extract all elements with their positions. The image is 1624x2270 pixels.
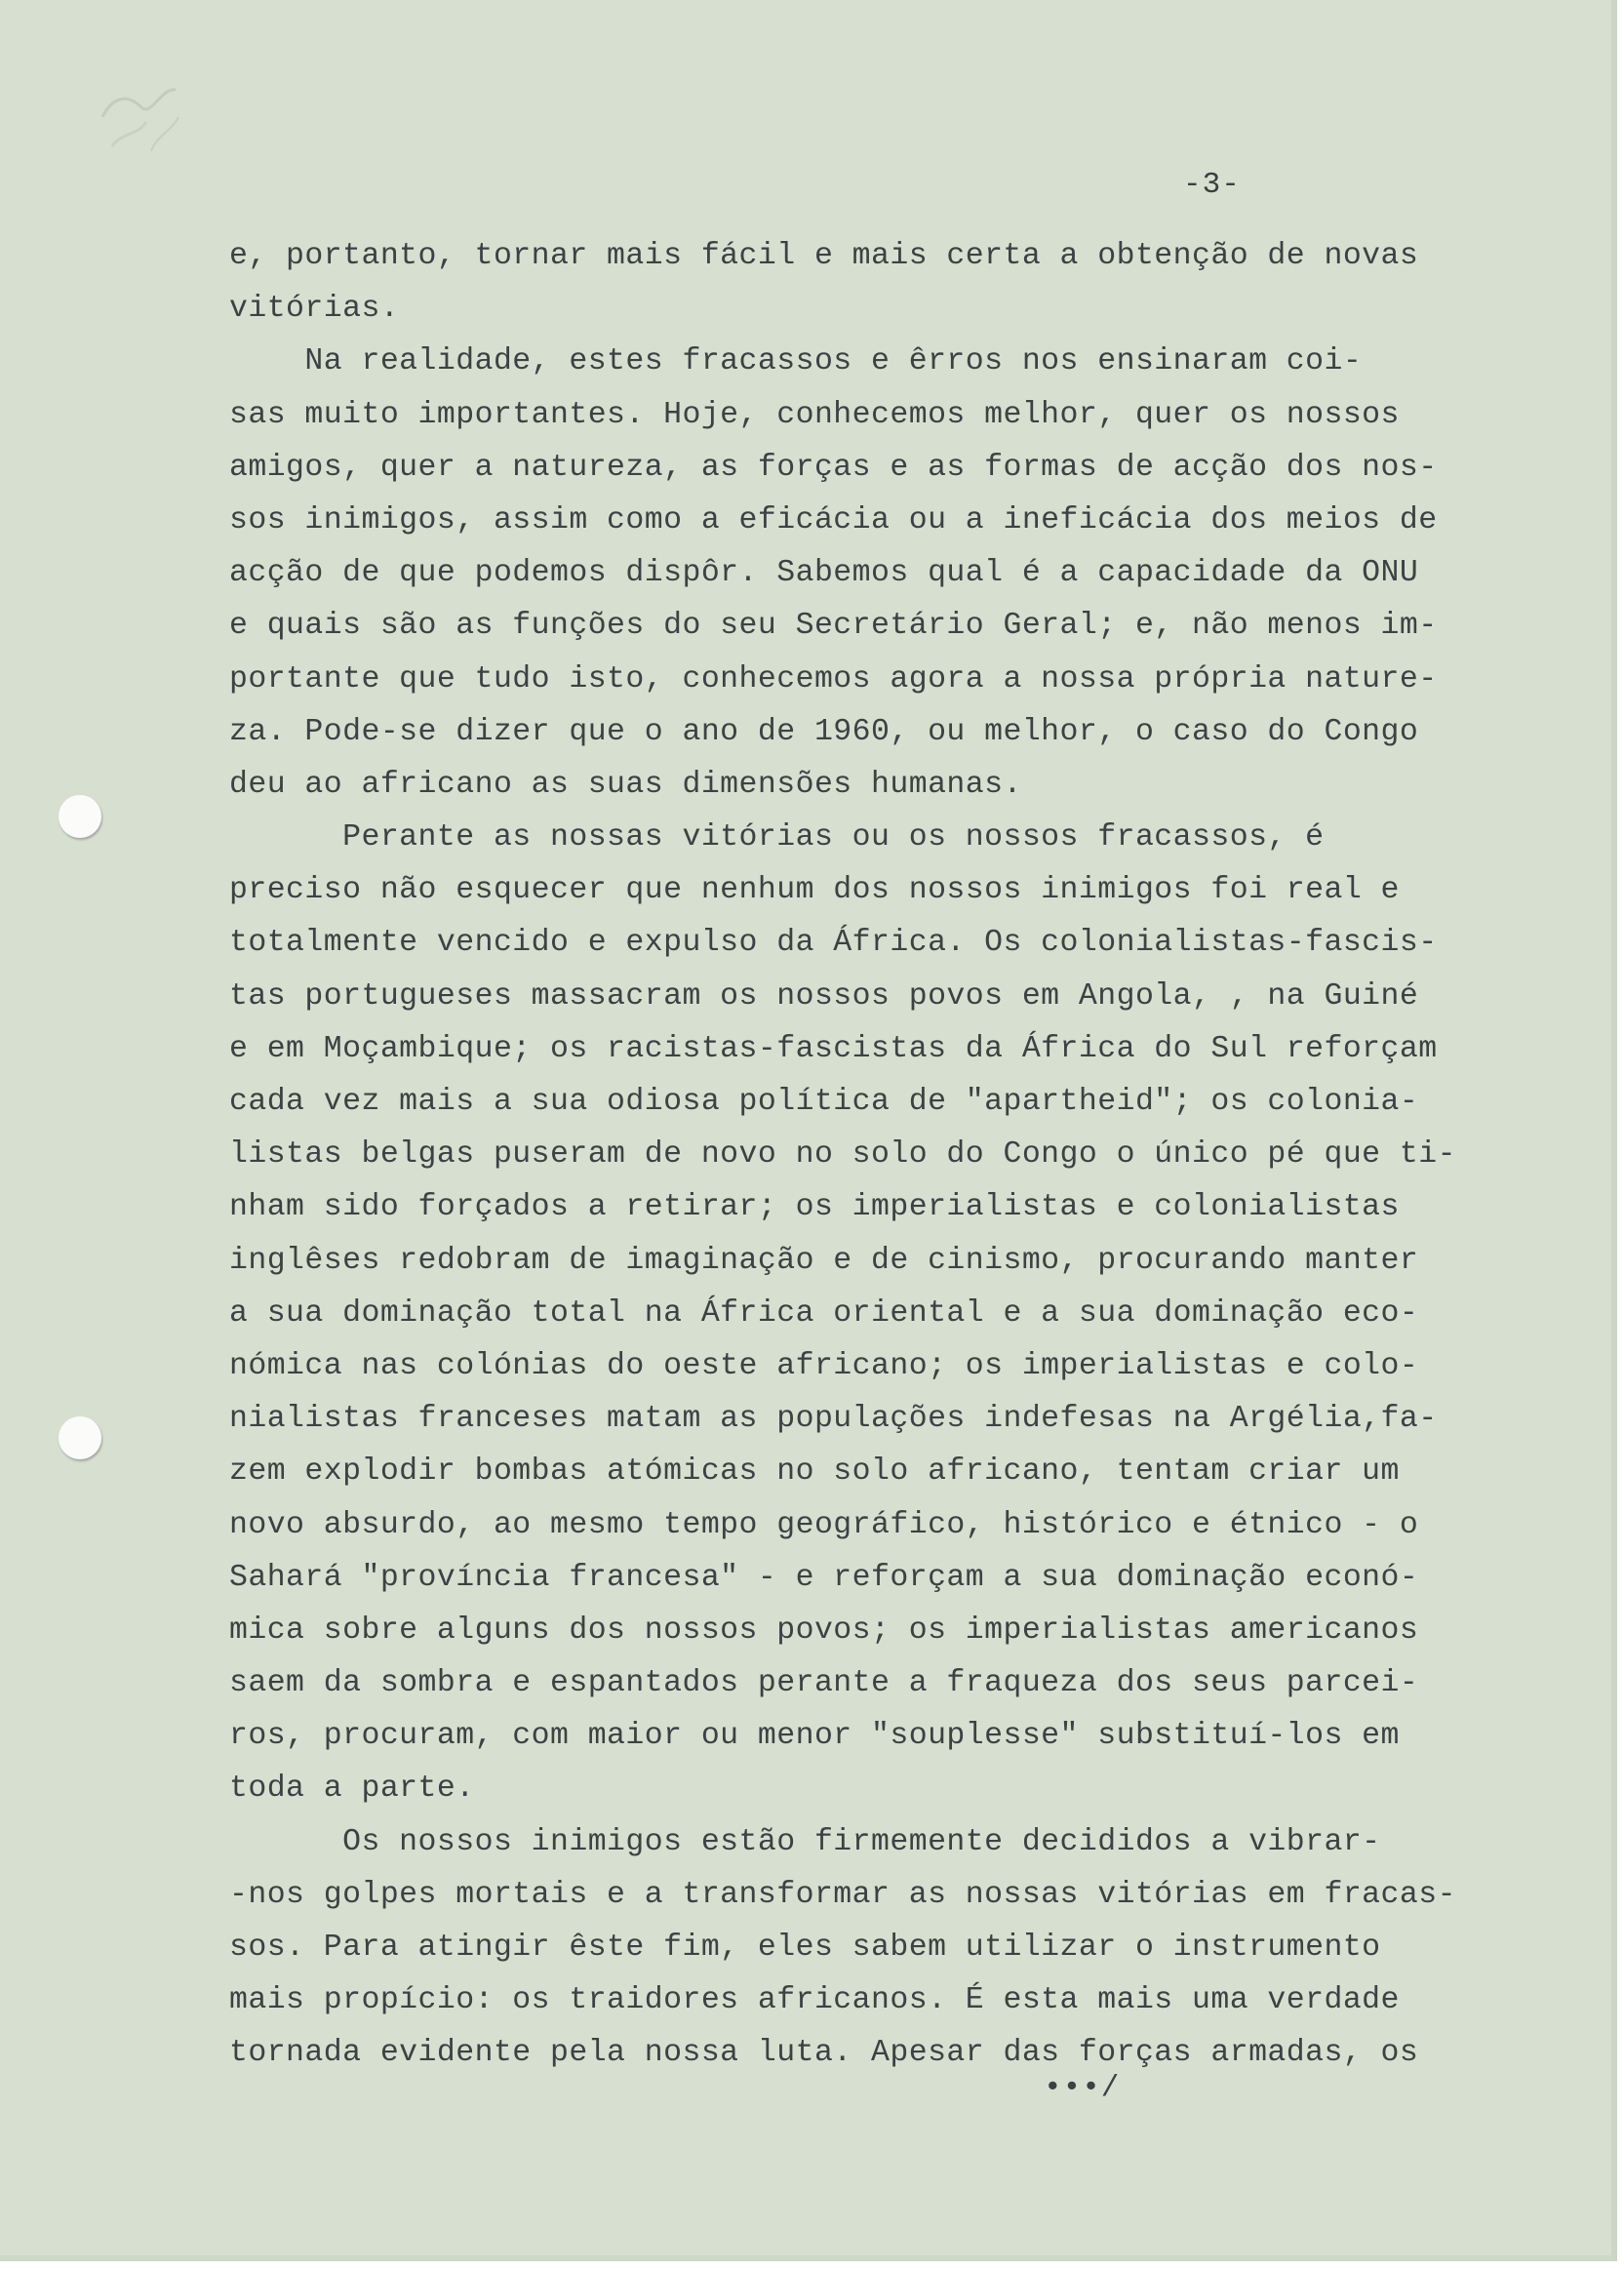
text-line: -nos golpes mortais e a transformar as nossas vitórias em fracas- xyxy=(229,1877,1456,1912)
text-line: toda a parte. xyxy=(229,1772,475,1807)
text-line: acção de que podemos dispôr. Sabemos qual é a capacidade da ONU xyxy=(229,556,1419,591)
text-line: totalmente vencido e expulso da África. Os colonialistas-fascis- xyxy=(229,926,1438,961)
text-line: preciso não esquecer que nenhum dos nossos inimigos foi real e xyxy=(229,873,1400,908)
text-line: Perante as nossas vitórias ou os nossos fracassos, é xyxy=(229,820,1325,856)
text-line: deu ao africano as suas dimensões humanas. xyxy=(229,767,1022,802)
text-line: e quais são as funções do seu Secretário Geral; e, não menos im- xyxy=(229,609,1438,644)
page-number: -3- xyxy=(1183,168,1241,202)
text-line: ros, procuram, com maior ou menor "souplesse" substituí-los em xyxy=(229,1719,1400,1754)
text-line: a sua dominação total na África oriental e a sua dominação eco- xyxy=(229,1295,1419,1331)
text-line: Sahará "província francesa" - e reforçam a sua dominação econó- xyxy=(229,1560,1419,1595)
text-line: saem da sombra e espantados perante a fraqueza dos seus parcei- xyxy=(229,1666,1419,1701)
punch-hole-upper xyxy=(59,795,101,838)
text-line: nialistas franceses matam as populações indefesas na Argélia,fa- xyxy=(229,1402,1438,1437)
paper-crease-mark xyxy=(93,78,185,166)
text-line: cada vez mais a sua odiosa política de "apartheid"; os colonia- xyxy=(229,1085,1419,1119)
text-line: nómica nas colónias do oeste africano; os imperialistas e colo- xyxy=(229,1348,1419,1383)
text-line: listas belgas puseram de novo no solo do Congo o único pé que ti- xyxy=(229,1137,1456,1173)
text-line: nham sido forçados a retirar; os imperialistas e colonialistas xyxy=(229,1190,1400,1225)
text-line: sas muito importantes. Hoje, conhecemos melhor, quer os nossos xyxy=(229,397,1400,432)
text-line: sos inimigos, assim como a eficácia ou a ineficácia dos meios de xyxy=(229,502,1438,538)
text-line: sos. Para atingir êste fim, eles sabem utilizar o instrumento xyxy=(229,1931,1381,1965)
text-line: tornada evidente pela nossa luta. Apesar das forças armadas, os xyxy=(229,2036,1419,2071)
text-line: inglêses redobram de imaginação e de cinismo, procurando manter xyxy=(229,1243,1419,1278)
text-line: amigos, quer a natureza, as forças e as formas de acção dos nos- xyxy=(229,450,1438,485)
text-line: vitórias. xyxy=(229,292,400,327)
text-line: mais propício: os traidores africanos. É esta mais uma verdade xyxy=(229,1983,1400,2018)
typed-text-body xyxy=(229,230,1487,2081)
text-line: e em Moçambique; os racistas-fascistas da África do Sul reforçam xyxy=(229,1031,1438,1066)
text-line: tas portugueses massacram os nossos povos em Angola, , na Guiné xyxy=(229,978,1419,1014)
text-line: novo absurdo, ao mesmo tempo geográfico, histórico e étnico - o xyxy=(229,1507,1419,1542)
text-line: Os nossos inimigos estão firmemente decididos a vibrar- xyxy=(229,1824,1381,1859)
text-line: portante que tudo isto, conhecemos agora a nossa própria nature- xyxy=(229,661,1438,697)
punch-hole-lower xyxy=(59,1416,101,1459)
text-line: e, portanto, tornar mais fácil e mais certa a obtenção de novas xyxy=(229,239,1419,273)
continuation-mark: •••/ xyxy=(1044,2071,1121,2105)
text-line: za. Pode-se dizer que o ano de 1960, ou melhor, o caso do Congo xyxy=(229,714,1419,749)
text-line: zem explodir bombas atómicas no solo africano, tentam criar um xyxy=(229,1454,1400,1490)
text-line: Na realidade, estes fracassos e êrros nos ensinaram coi- xyxy=(229,344,1363,379)
text-line: mica sobre alguns dos nossos povos; os imperialistas americanos xyxy=(229,1613,1419,1648)
